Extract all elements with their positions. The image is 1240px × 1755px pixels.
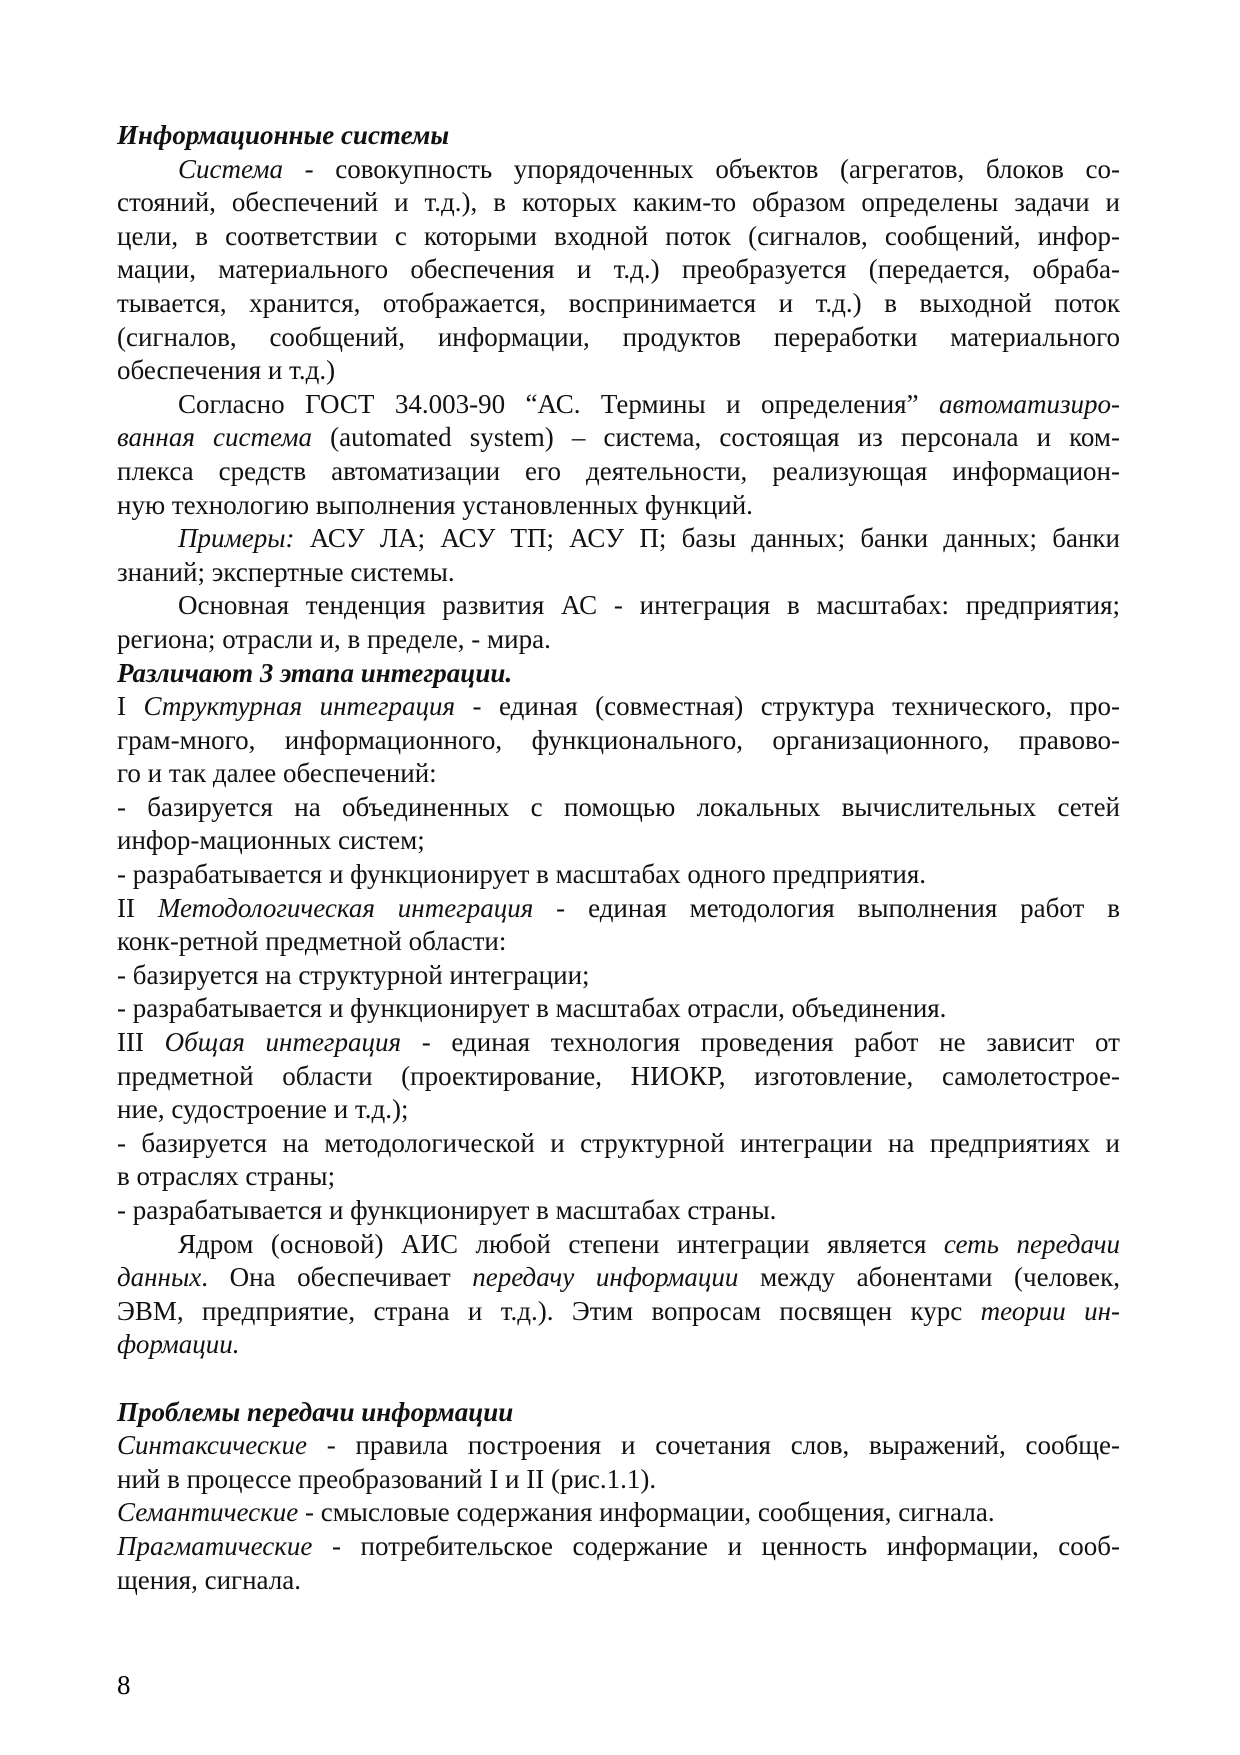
text-span: знаний; экспертные системы. [117,556,455,587]
section-heading [117,657,1120,691]
text-line [117,522,1120,556]
text-span: АСУ ЛА; АСУ ТП; АСУ П; базы данных; банки данных; банки [294,523,1120,554]
text-line [117,959,1120,993]
text-line [117,253,1120,287]
document-body [117,119,1120,1597]
text-span: Основная тенденция развития АС - интеграция в масштабах: предприятия; [178,590,1120,621]
text-span: щения, сигнала. [117,1564,301,1595]
italic-term: Структурная интеграция [143,691,456,722]
italic-term: сеть передачи [943,1228,1120,1259]
text-span: региона; отрасли и, в пределе, - мира. [117,623,551,654]
text-line [117,1564,1120,1598]
italic-term: Система [178,153,284,184]
text-span: цели, в соответствии с которыми входной поток (сигналов, сообщений, инфор- [117,220,1120,251]
text-line [117,1328,1120,1362]
text-span: в отраслях страны; [117,1161,336,1192]
text-line [117,824,1120,858]
text-span: - единая (совместная) структура технического, про- [455,691,1121,722]
text-span: - единая технология проведения работ не зависит от [401,1027,1120,1058]
text-line [117,1362,1120,1396]
text-span: тывается, хранится, отображается, воспринимается и т.д.) в выходной поток [117,287,1120,318]
italic-term: Прагматические [117,1530,313,1561]
italic-term: передачу информации [472,1262,739,1293]
text-line [117,1194,1120,1228]
italic-term: Общая интеграция [164,1027,402,1058]
text-line [117,388,1120,422]
text-line [117,1127,1120,1161]
text-span: - базируется на объединенных с помощью локальных вычислительных сетей [117,791,1120,822]
text-span: - потребительское содержание и ценность информации, сооб- [312,1530,1120,1561]
text-span: III [117,1027,165,1058]
text-line [117,623,1120,657]
text-span: (automated system) – система, состоящая из персонала и ком- [312,422,1120,453]
text-span: II [117,892,158,923]
text-line [117,556,1120,590]
text-span: инфор-мационных систем; [117,825,425,856]
text-line [117,992,1120,1026]
text-line [117,791,1120,825]
text-span: - совокупность упорядоченных объектов (агрегатов, блоков со- [283,153,1120,184]
section-heading [117,119,1120,153]
text-line [117,1228,1120,1262]
text-span: го и так далее обеспечений: [117,758,437,789]
text-span: - базируется на структурной интеграции; [117,959,590,990]
text-span: - разрабатывается и функционирует в масштабах отрасли, объединения. [117,993,947,1024]
text-span: грам-много, информационного, функционального, организационного, правово- [117,724,1120,755]
italic-term: данных [117,1262,202,1293]
text-line [117,1160,1120,1194]
text-span: ние, судостроение и т.д.); [117,1094,409,1125]
italic-term: Методологическая интеграция [157,892,534,923]
text-line [117,1060,1120,1094]
text-line [117,1429,1120,1463]
text-line [117,455,1120,489]
text-line [117,858,1120,892]
text-span: - базируется на методологической и структурной интеграции на предприятиях и [117,1127,1120,1158]
text-line [117,421,1120,455]
text-span: конк-ретной предметной области: [117,926,507,957]
text-span: ную технологию выполнения установленных функций. [117,489,753,520]
text-line [117,1530,1120,1564]
text-span: (сигналов, сообщений, информации, продуктов переработки материального [117,321,1120,352]
text-span: стояний, обеспечений и т.д.), в которых каким-то образом определены задачи и [117,187,1120,218]
text-span: - разрабатывается и функционирует в масштабах одного предприятия. [117,859,927,890]
text-line [117,220,1120,254]
page-number: 8 [117,1670,131,1700]
text-span: предметной области (проектирование, НИОКР, изготовление, самолетострое- [117,1060,1120,1091]
text-line [117,489,1120,523]
heading-text: Различают 3 этапа интеграции. [117,657,513,688]
text-line [117,757,1120,791]
italic-term: Семантические [117,1497,299,1528]
text-span: мации, материального обеспечения и т.д.) преобразуется (передается, обраба- [117,254,1120,285]
text-line [117,287,1120,321]
text-line [117,354,1120,388]
italic-term: теории ин- [980,1295,1120,1326]
text-line [117,153,1120,187]
italic-term: Синтаксические [117,1430,307,1461]
text-line [117,1093,1120,1127]
text-span: ний в процессе преобразований I и II (рис.1.1). [117,1463,657,1494]
text-line [117,690,1120,724]
text-span: плекса средств автоматизации его деятельности, реализующая информацион- [117,455,1120,486]
italic-term: автоматизиро- [939,388,1120,419]
text-line [117,186,1120,220]
text-span: . Она обеспечивает [201,1262,473,1293]
text-span: - единая методология выполнения работ в [533,892,1121,923]
text-line [117,724,1120,758]
italic-term: Примеры: [178,523,295,554]
italic-term: ванная система [117,422,313,453]
text-line [117,1463,1120,1497]
heading-text: Проблемы передачи информации [117,1396,514,1427]
text-span: между абонентами (человек, [738,1262,1120,1293]
text-span: Ядром (основой) АИС любой степени интеграции является [178,1228,944,1259]
text-line [117,1295,1120,1329]
heading-text: Информационные системы [117,120,450,150]
section-heading [117,1396,1120,1430]
text-line [117,589,1120,623]
text-span: - правила построения и сочетания слов, выражений, сообще- [306,1430,1120,1461]
text-line [117,1496,1120,1530]
text-line [117,321,1120,355]
text-span: ЭВМ, предприятие, страна и т.д.). Этим вопросам посвящен курс [117,1295,981,1326]
text-span: Согласно ГОСТ 34.003-90 “АС. Термины и определения” [178,388,940,419]
text-line [117,925,1120,959]
text-line [117,1026,1120,1060]
italic-term: формации. [117,1329,240,1360]
text-line [117,892,1120,926]
text-span: - разрабатывается и функционирует в масштабах страны. [117,1195,777,1225]
text-span: I [117,691,144,722]
text-span: обеспечения и т.д.) [117,355,336,386]
text-line [117,1261,1120,1295]
text-span: - смысловые содержания информации, сообщения, сигнала. [298,1497,995,1528]
